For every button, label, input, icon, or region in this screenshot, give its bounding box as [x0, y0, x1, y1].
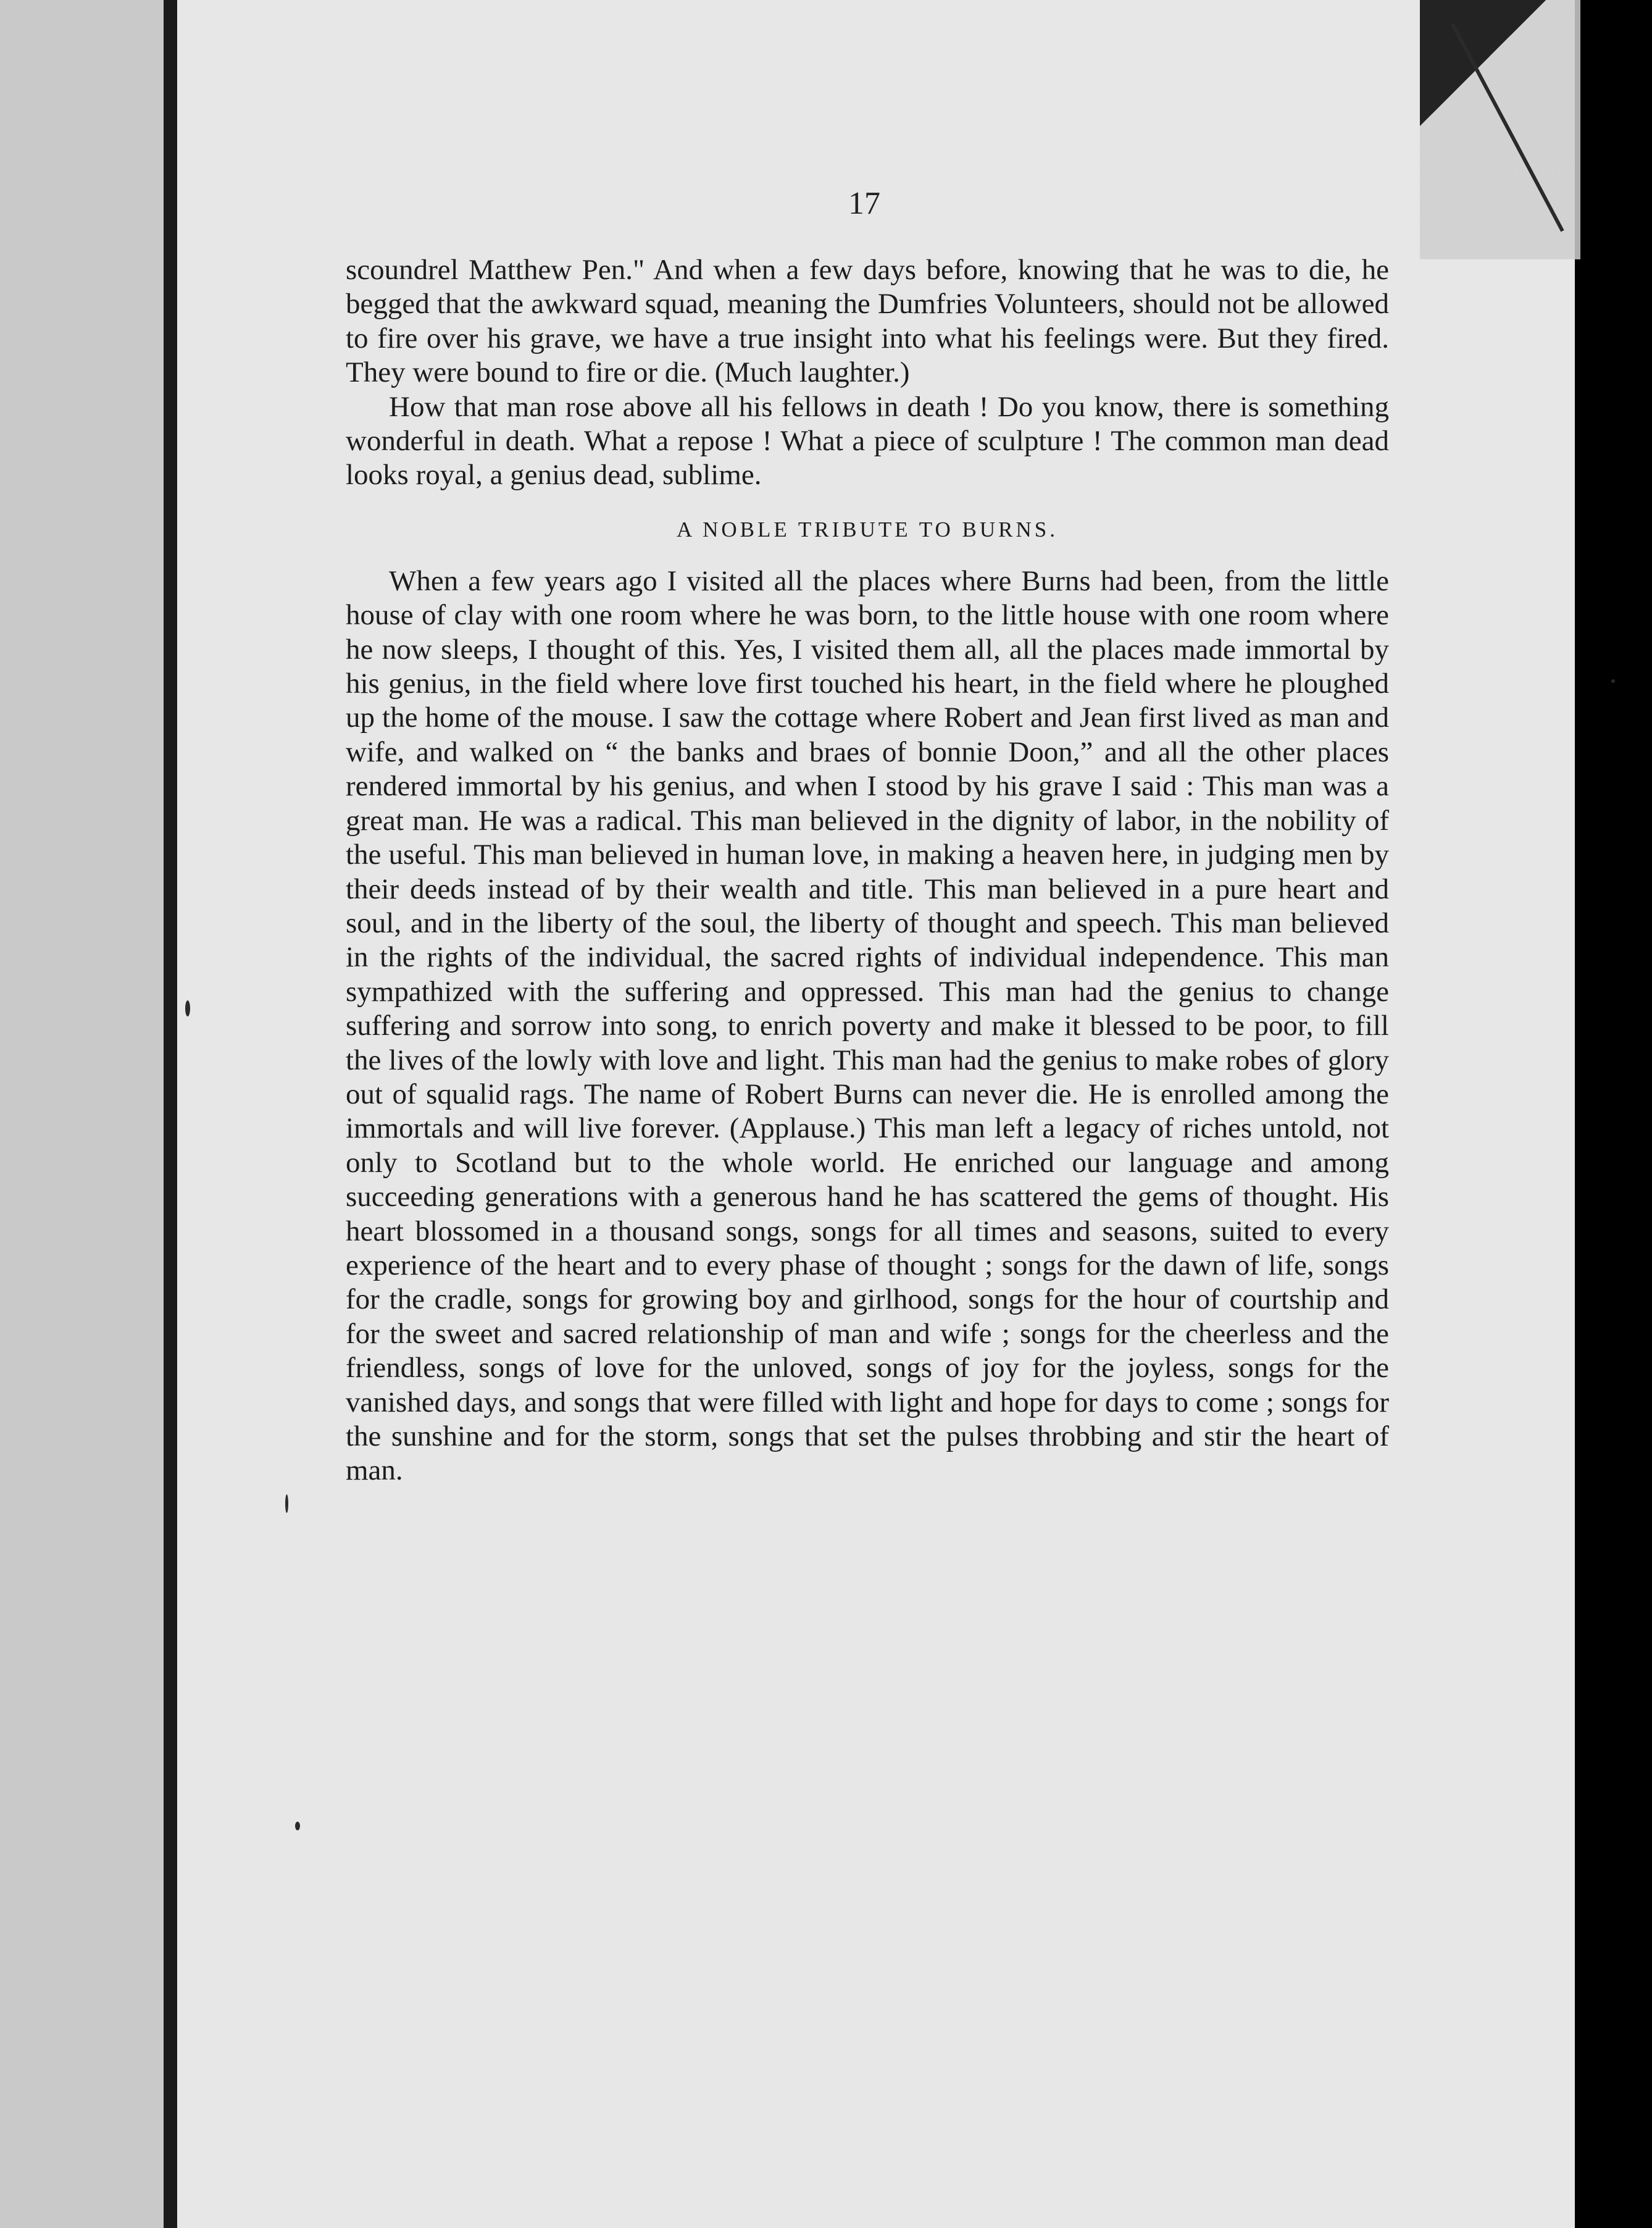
- section-heading: A NOBLE TRIBUTE TO BURNS.: [677, 517, 1058, 542]
- print-speck: [185, 1000, 190, 1016]
- page-number: 17: [848, 186, 880, 221]
- paragraph: How that man rose above all his fellows in death ! Do you know, there is something wonderful in death. What a repose ! What a piece of sculpture ! The common man dead looks royal, a genius dead, sublime.: [346, 390, 1389, 492]
- binding-shadow: [164, 0, 177, 2228]
- paragraph: When a few years ago I visited all the places where Burns had been, from the little house of clay with one room where he was born, to the little house with one room where he now sleeps, I thought of this. Yes, I visited them all, all the places made immortal by his genius, in the field where love first touched his heart, in the field where he ploughed up the home of the mouse. I saw the cottage where Robert and Jean first lived as man and wife, and walked on “ the banks and braes of bonnie Doon,” and all the other places rendered immortal by his genius, and when I stood by his grave I said : This man was a great man. He was a radical. This man believed in the dignity of labor, in the nobility of the useful. This man believed in human love, in making a heaven here, in judging men by their deeds instead of by their wealth and title. This man believed in a pure heart and soul, and in the liberty of the soul, the liberty of thought and speech. This man believed in the rights of the individual, the sacred rights of individual independence. This man sympathized with the suffering and oppressed. This man had the genius to change suffering and sorrow into song, to enrich poverty and make it blessed to be poor, to fill the lives of the lowly with love and light. This man had the genius to make robes of glory out of squalid rags. The name of Robert Burns can never die. He is enrolled among the immortals and will live forever. (Applause.) This man left a legacy of riches untold, not only to Scotland but to the whole world. He enriched our language and among succeeding generations with a generous hand he has scattered the gems of thought. His heart blossomed in a thousand songs, songs for all times and seasons, suited to every experience of the heart and to every phase of thought ; songs for the dawn of life, songs for the cradle, songs for growing boy and girlhood, songs for the hour of courtship and for the sweet and sacred relationship of man and wife ; songs for the cheerless and the friendless, songs of love for the unloved, songs of joy for the joyless, songs for the vanished days, and songs that were filled with light and hope for days to come ; songs for the sunshine and for the storm, songs that set the pulses throbbing and stir the heart of man.: [346, 564, 1389, 1487]
- print-speck: [285, 1494, 288, 1513]
- print-speck: [295, 1822, 300, 1830]
- facing-page-edge: [0, 0, 176, 2228]
- body-text: [346, 253, 1389, 1488]
- paragraph-continuation: scoundrel Matthew Pen." And when a few days before, knowing that he was to die, he begged that the awkward squad, meaning the Dumfries Volunteers, should not be allowed to fire over his grave, we have a true insight into what his feelings were. But they fired. They were bound to fire or die. (Much laughter.): [346, 254, 1389, 389]
- print-speck: [1611, 679, 1615, 683]
